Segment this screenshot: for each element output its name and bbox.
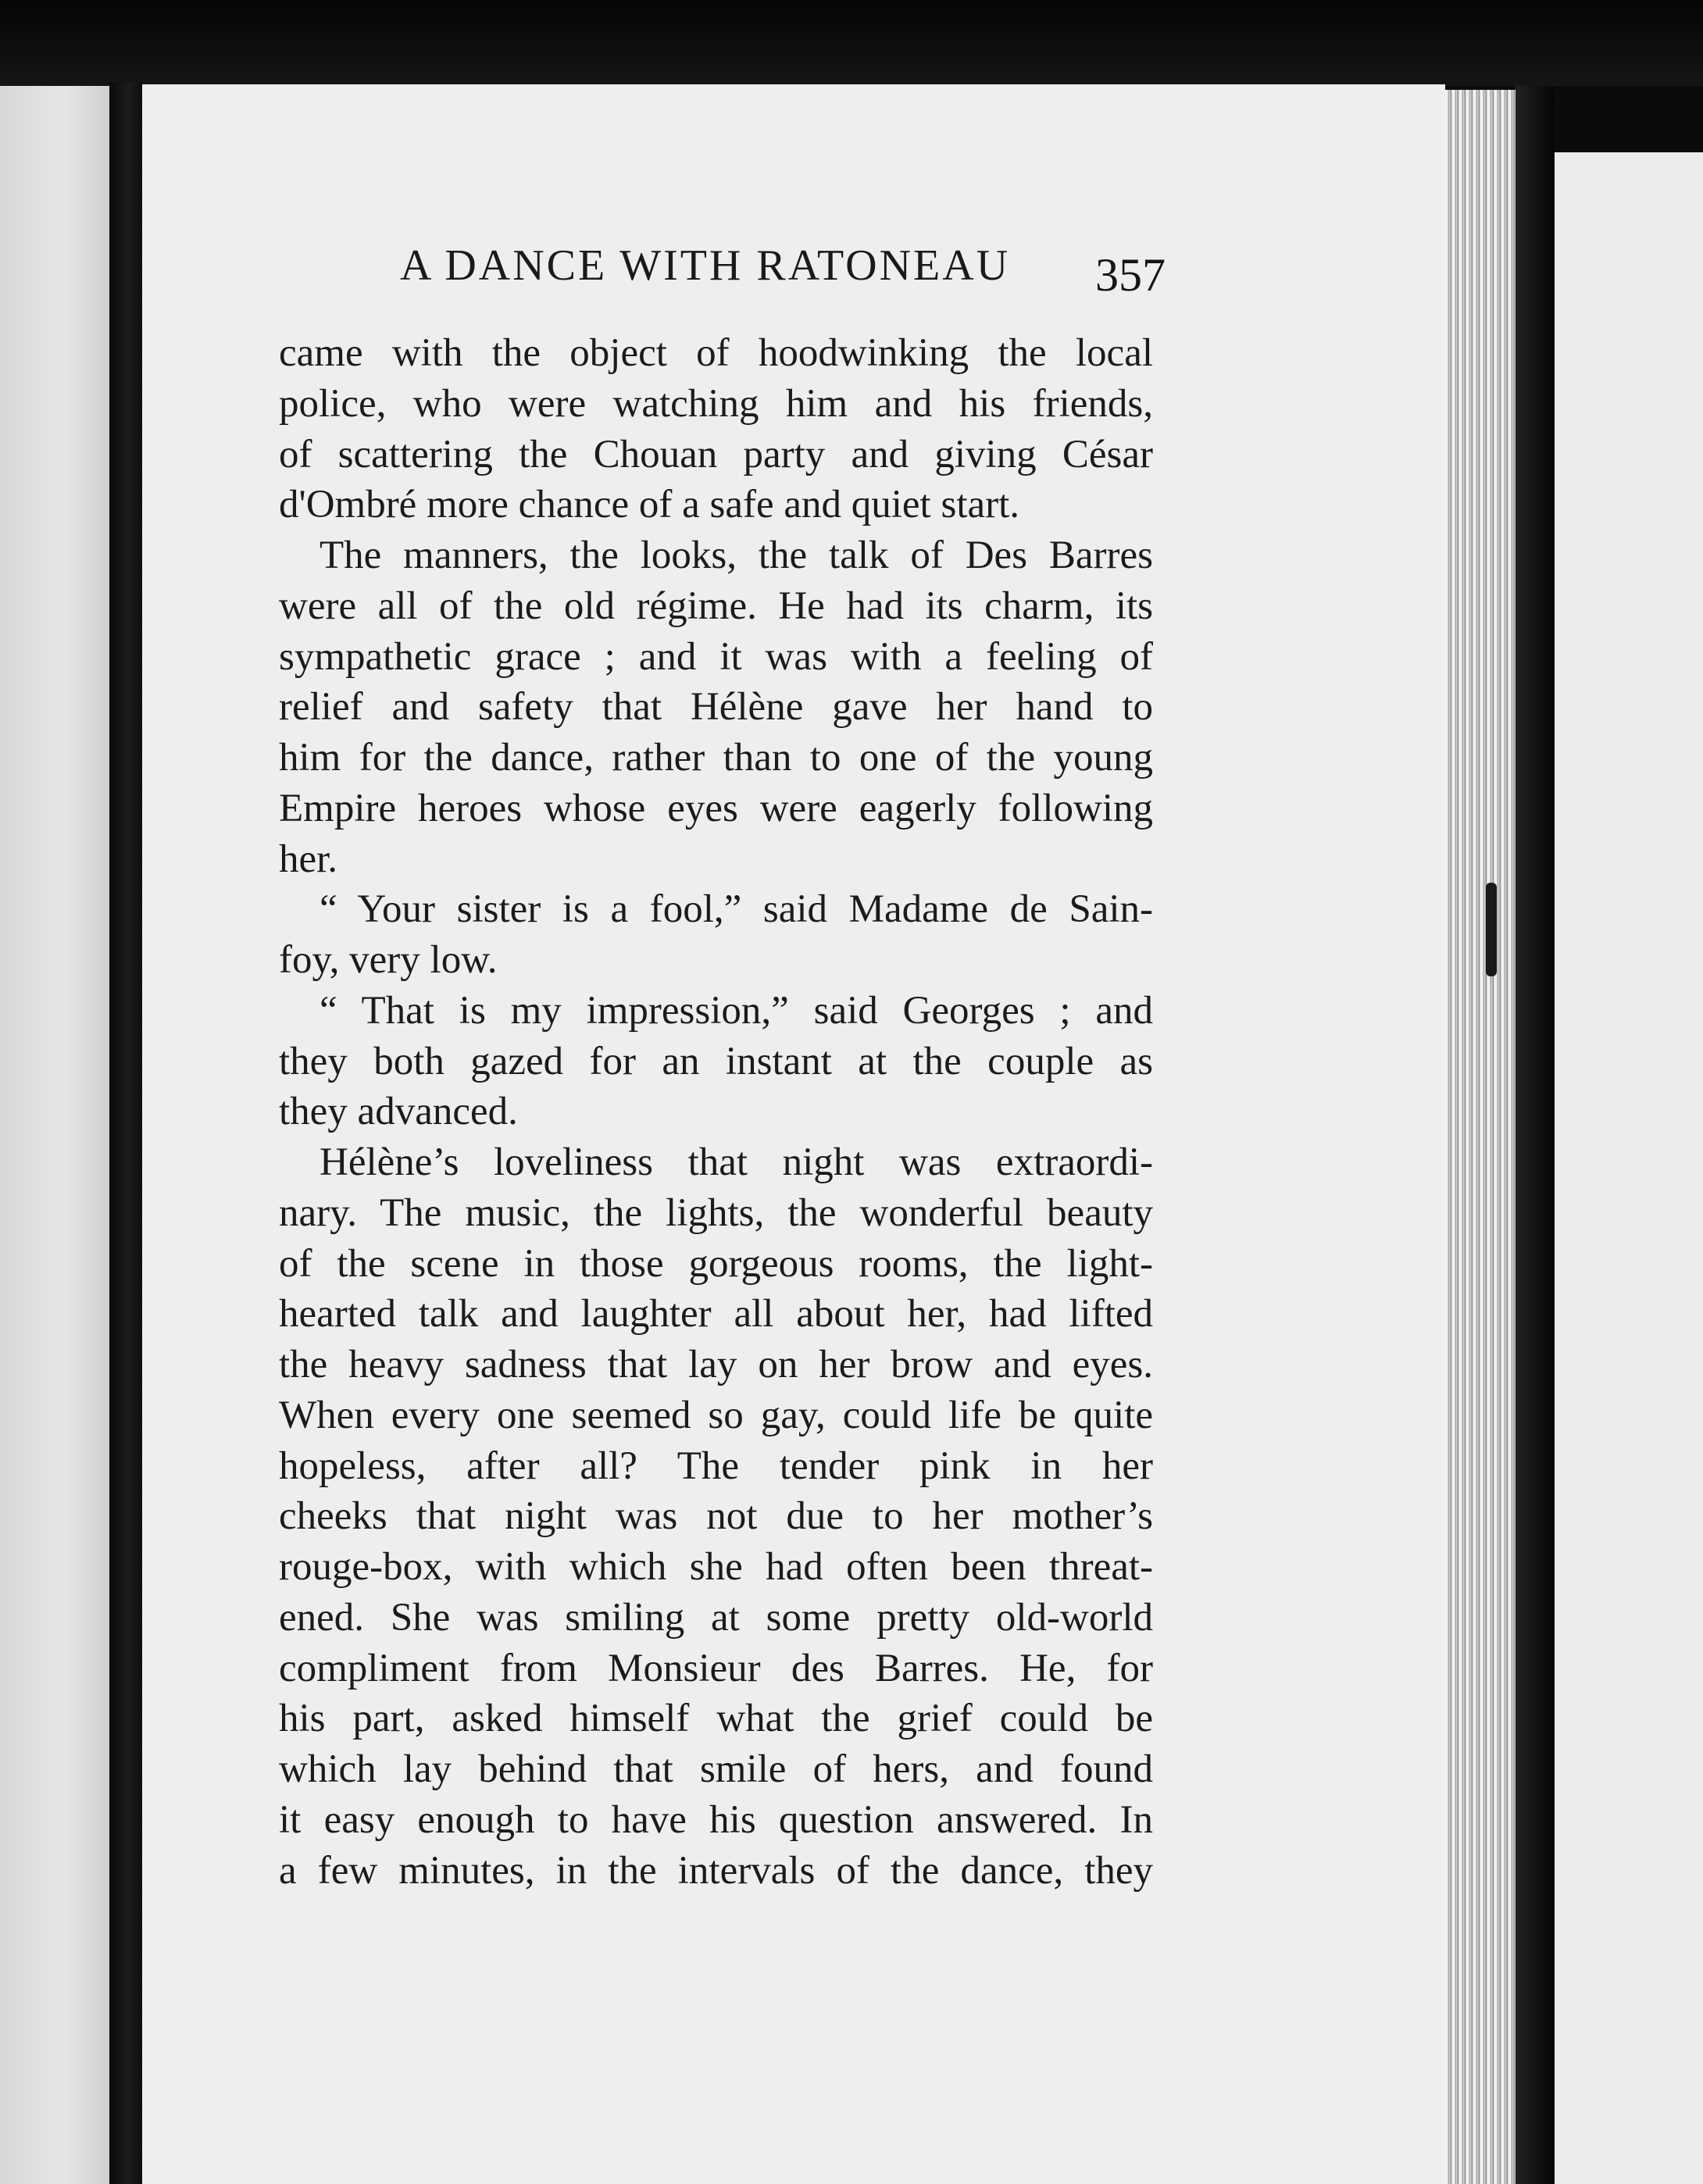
text-line: d'Ombré more chance of a safe and quiet start. [279,483,1020,527]
book-spine-shadow [109,82,142,2184]
text-line: his part, asked himself what the grief could be [279,1697,1153,1741]
running-head [142,231,1166,325]
page-number: 357 [1095,249,1166,301]
text-line: him for the dance, rather than to one of the young [279,736,1153,780]
text-line: “ Your sister is a fool,” said Madame de Sain- [320,887,1153,932]
body-text [279,328,1153,1896]
text-line: the heavy sadness that lay on her brow and eyes. [279,1343,1153,1386]
text-line: “ That is my impression,” said Georges ; and [320,988,1153,1033]
page-block-edge [1445,90,1516,2184]
text-line: hearted talk and laughter all about her, had lifted [279,1292,1153,1336]
text-line: foy, very low. [279,938,498,982]
text-line: nary. The music, the lights, the wonderful beauty [279,1190,1153,1235]
text-line: When every one seemed so gay, could life be quite [279,1393,1153,1437]
text-line: hopeless, after all? The tender pink in her [279,1444,1153,1488]
text-line: a few minutes, in the intervals of the dance, they [279,1848,1153,1893]
text-line: rouge-box, with which she had often been threat- [279,1545,1153,1589]
text-line: Hélène’s loveliness that night was extraordi- [320,1140,1153,1184]
text-line: which lay behind that smile of hers, and found [279,1747,1153,1791]
text-line: police, who were watching him and his friends, [279,381,1153,426]
text-line: ened. She was smiling at some pretty old-world [279,1595,1153,1640]
text-line: came with the object of hoodwinking the local [279,331,1153,375]
text-line: The manners, the looks, the talk of Des Barres [320,534,1153,577]
text-line: they advanced. [279,1090,518,1134]
text-line: were all of the old régime. He had its charm, its [279,583,1153,628]
text-line: of the scene in those gorgeous rooms, the light- [279,1241,1153,1286]
facing-page-margin [0,86,109,2184]
page-edge-mark [1486,883,1497,976]
text-line: cheeks that night was not due to her mother’s [279,1494,1153,1539]
chapter-title: A DANCE WITH RATONEAU [400,241,1011,290]
gutter-shadow [1516,86,1555,2184]
next-page-sliver [1555,152,1703,2184]
text-line: compliment from Monsieur des Barres. He, for [279,1646,1153,1690]
text-line: her. [279,837,338,881]
text-line: sympathetic grace ; and it was with a feeling of [279,634,1153,679]
text-line: they both gazed for an instant at the couple as [279,1039,1153,1083]
text-line: of scattering the Chouan party and giving César [279,432,1153,476]
text-line: it easy enough to have his question answered. In [279,1797,1153,1842]
scan-top-border [0,0,1703,86]
text-line: Empire heroes whose eyes were eagerly following [279,786,1153,830]
text-line: relief and safety that Hélène gave her hand to [279,685,1153,730]
